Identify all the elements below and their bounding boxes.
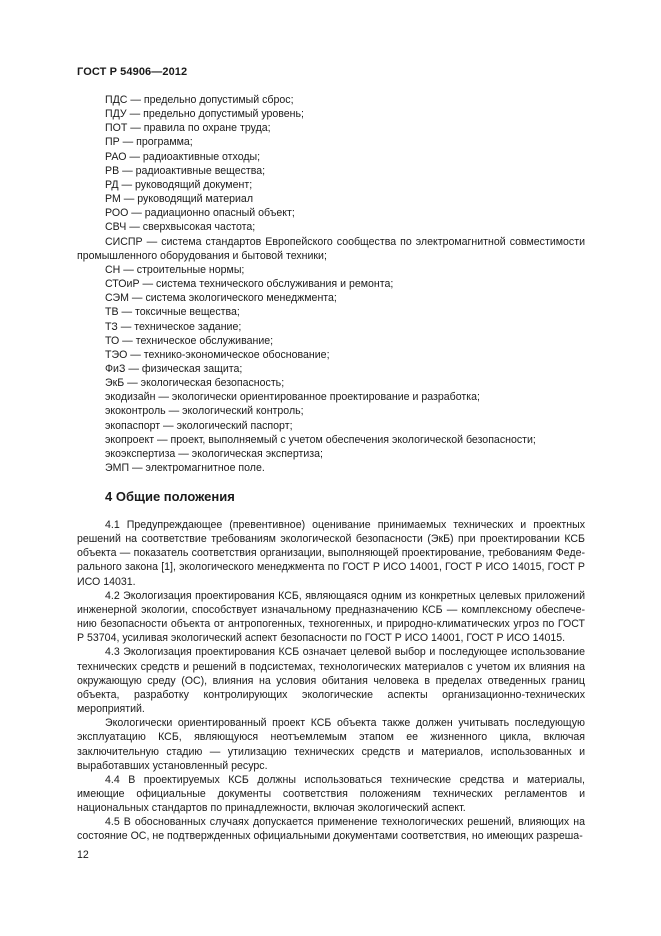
- abbreviation-item: ЭкБ — экологическая безопасность;: [105, 377, 285, 390]
- paragraph: Экологически ориентированный проект КСБ объекта также должен учитывать последующую эксплуатацию КСБ, являющуюся неотъемлемым этапом ее жизненного цикла, включая заключительную стадию — утилизацию технических средств и материалов, использованных и выработавших установленный ресурс.: [77, 717, 585, 772]
- page-number: 12: [77, 849, 89, 861]
- abbreviation-item: СИСПР — система стандартов Европейского сообщества по электромагнитной совместимости промышленного оборудования и бытовой техники;: [77, 235, 585, 262]
- abbreviation-item: ФиЗ — физическая защита;: [105, 362, 243, 375]
- abbreviation-item: ПР — программа;: [105, 136, 193, 149]
- abbreviation-item: СТОиР — система технического обслуживания и ремонта;: [105, 278, 394, 291]
- abbreviation-item: экоэкспертиза — экологическая экспертиза;: [105, 447, 323, 460]
- abbreviation-item: ПОТ — правила по охране труда;: [105, 122, 271, 135]
- abbreviation-item: экопаспорт — экологический паспорт;: [105, 419, 293, 432]
- paragraph: 4.4 В проектируемых КСБ должны использоваться технические средства и материалы, имеющие официальные документы соответствия положениям технических регламентов и национальных стандартов по принадлежности, включая экологический аспект.: [77, 773, 585, 815]
- document-header: ГОСТ Р 54906—2012: [77, 66, 188, 78]
- abbreviation-item: ТО — техническое обслуживание;: [105, 334, 274, 347]
- abbreviation-item: ПДС — предельно допустимый сброс;: [105, 94, 294, 106]
- abbreviation-item: экодизайн — экологически ориентированное проектирование и разработка;: [105, 391, 480, 404]
- abbreviation-item: СВЧ — сверхвысокая частота;: [105, 221, 256, 234]
- abbreviation-item: РД — руководящий документ;: [105, 178, 253, 191]
- abbreviation-item: ТЭО — технико-экономическое обоснование;: [105, 348, 330, 361]
- paragraph: 4.5 В обоснованных случаях допускается применение технологических решений, влияющих на состояние ОС, не подтвержденных официальными документами соответствия, но имеющих разреша-: [77, 816, 585, 843]
- paragraph: 4.3 Экологизация проектирования КСБ означает целевой выбор и последующее использование технических средств и решений в подсистемах, технологических материалов с учетом их влияния на окружающую среду (ОС), влияния на условия обитания человека в пределах отведенных границ объекта, разработку контролирующих экологические аспекты организационно-технических мероприятий.: [77, 646, 585, 716]
- abbreviation-item: СЭМ — система экологического менеджмента;: [105, 292, 337, 305]
- paragraph: 4.1 Предупреждающее (превентивное) оценивание принимаемых технических и проектных решений на соответствие требованиям экологической безопасности (ЭкБ) при проектировании КСБ объекта — показатель соответствия организации, выполняющей проектирование, требованиям Федерального закона [1], экологического менеджмента по ГОСТ Р ИСО 14001, ГОСТ Р ИСО 14015, ГОСТ Р ИСО 14031.: [77, 519, 585, 588]
- section-body: [77, 518, 585, 844]
- abbreviation-list: [77, 93, 585, 475]
- abbreviation-item: экоконтроль — экологический контроль;: [105, 405, 304, 418]
- abbreviation-item: РАО — радиоактивные отходы;: [105, 150, 261, 163]
- abbreviation-item: ТВ — токсичные вещества;: [105, 306, 240, 319]
- section-heading: 4 Общие положения: [105, 489, 235, 504]
- abbreviation-item: РВ — радиоактивные вещества;: [105, 164, 266, 177]
- abbreviation-item: РМ — руководящий материал: [105, 193, 253, 206]
- abbreviation-item: ТЗ — техническое задание;: [105, 320, 242, 333]
- paragraph: 4.2 Экологизация проектирования КСБ, являющаяся одним из конкретных целевых приложений инженерной экологии, способствует изначальному предназначению КСБ — комплексному обеспечению безопасности объекта от антропогенных, техногенных, и природно-климатических угроз по ГОСТ Р 53704, усиливая экологический аспект безопасности по ГОСТ Р ИСО 14001, ГОСТ Р ИСО 14015.: [77, 589, 585, 645]
- abbreviation-item: ПДУ — предельно допустимый уровень;: [105, 108, 304, 121]
- abbreviation-item: экопроект — проект, выполняемый с учетом обеспечения экологической безопасности;: [105, 433, 536, 446]
- abbreviation-item: ЭМП — электромагнитное поле.: [105, 462, 265, 475]
- abbreviation-item: СН — строительные нормы;: [105, 263, 245, 276]
- abbreviation-item: РОО — радиационно опасный объект;: [105, 207, 295, 220]
